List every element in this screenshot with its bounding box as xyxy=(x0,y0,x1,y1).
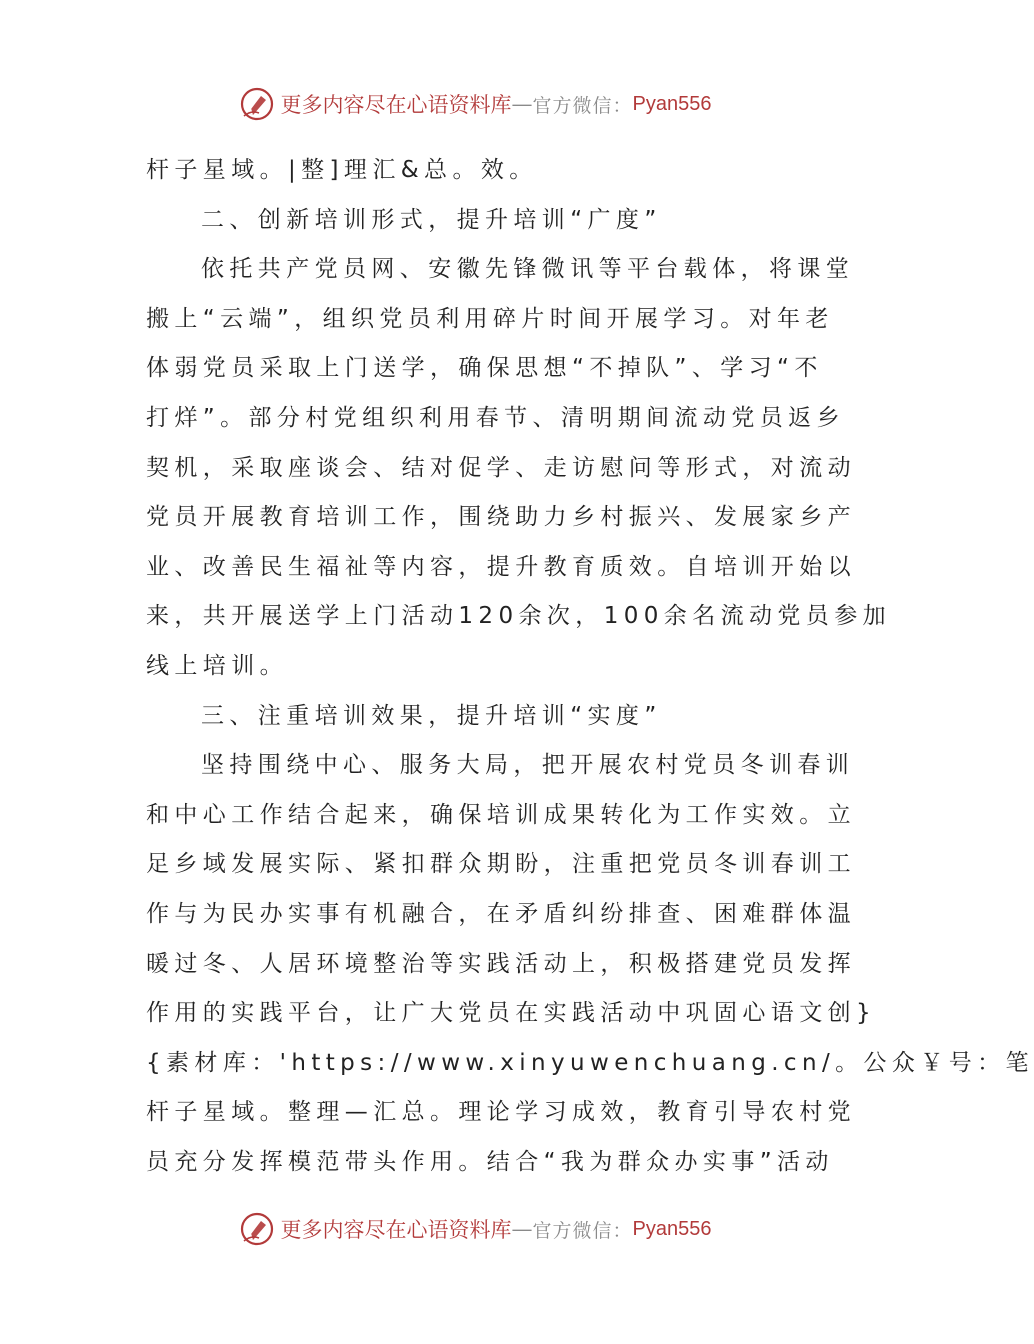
banner-wechat-label: 官方微信： xyxy=(532,94,633,117)
section-heading-2: 二、创新培训形式，提升培训“广度” xyxy=(201,206,662,233)
text-line: 打烊”。部分村党组织利用春节、清明期间流动党员返乡 xyxy=(146,404,845,431)
pen-nib-logo-icon xyxy=(239,86,275,122)
text-line: 足乡域发展实际、紧扣群众期盼，注重把党员冬训春训工 xyxy=(146,851,856,878)
banner-wechat-id: Pyan556 xyxy=(632,92,712,115)
text-line: 体弱党员采取上门送学，确保思想“不掉队”、学习“不 xyxy=(146,355,823,382)
text-line: {素材库：'https://www.xinyuwenchuang.cn/。公众￥号：笔 xyxy=(146,1049,1034,1076)
banner-wechat-label: 官方微信： xyxy=(532,1219,633,1242)
text-line: 杆子星域。整理—汇总。理论学习成效，教育引导农村党 xyxy=(146,1099,856,1126)
pen-nib-logo-icon xyxy=(239,1211,275,1247)
text-line: 员充分发挥模范带头作用。结合“我为群众办实事”活动 xyxy=(146,1148,834,1175)
footer-watermark-banner xyxy=(0,1209,950,1249)
text-line: 来，共开展送学上门活动120余次，100余名流动党员参加 xyxy=(146,603,891,630)
text-line: 杆子星域。|整]理汇&总。效。 xyxy=(146,157,538,183)
text-line: 作用的实践平台，让广大党员在实践活动中巩固心语文创} xyxy=(146,1000,877,1027)
banner-main-text: 更多内容尽在心语资料库 xyxy=(280,1218,512,1242)
banner-separator: — xyxy=(511,92,533,116)
header-watermark-banner xyxy=(0,84,950,124)
paragraph-start: 依托共产党员网、安徽先锋微讯等平台载体，将课堂 xyxy=(201,256,855,283)
banner-wechat-id: Pyan556 xyxy=(632,1217,712,1240)
text-line: 党员开展教育培训工作，围绕助力乡村振兴、发展家乡产 xyxy=(146,504,856,531)
text-line: 暖过冬、人居环境整治等实践活动上，积极搭建党员发挥 xyxy=(146,950,856,977)
banner-separator: — xyxy=(511,1217,533,1241)
text-line: 搬上“云端”，组织党员利用碎片时间开展学习。对年老 xyxy=(146,305,834,332)
section-heading-3: 三、注重培训效果，提升培训“实度” xyxy=(201,702,662,729)
text-line: 线上培训。 xyxy=(146,652,288,679)
banner-main-text: 更多内容尽在心语资料库 xyxy=(280,93,512,117)
text-line: 业、改善民生福祉等内容，提升教育质效。自培训开始以 xyxy=(146,553,856,580)
paragraph-start: 坚持围绕中心、服务大局，把开展农村党员冬训春训 xyxy=(201,752,855,779)
text-line: 作与为民办实事有机融合，在矛盾纠纷排查、困难群体温 xyxy=(146,900,856,927)
text-line: 和中心工作结合起来，确保培训成果转化为工作实效。立 xyxy=(146,801,856,828)
text-line: 契机，采取座谈会、结对促学、走访慰问等形式，对流动 xyxy=(146,454,856,481)
document-body xyxy=(146,146,1034,1187)
